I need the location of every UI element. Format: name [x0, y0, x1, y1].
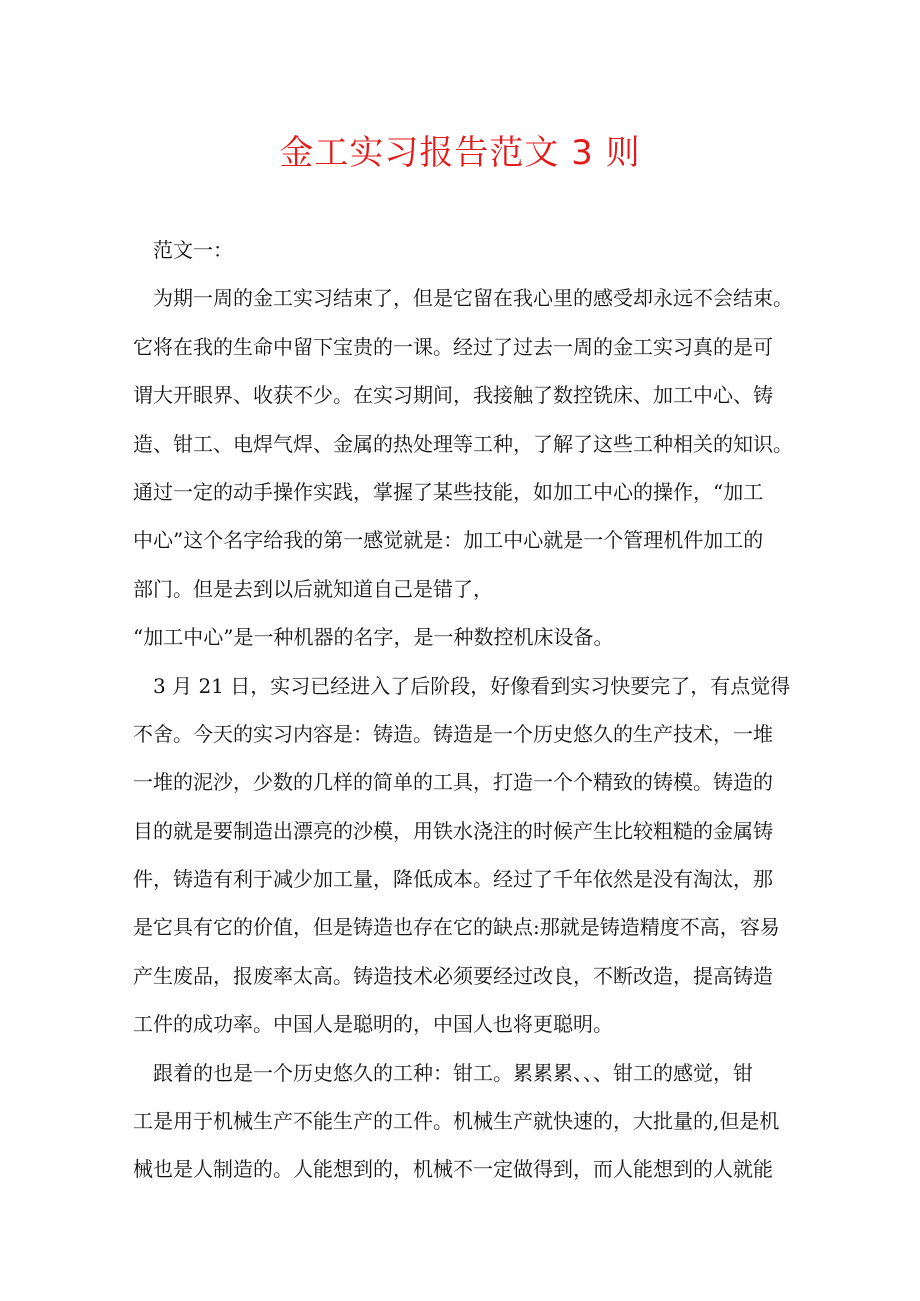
paragraph-line: 跟着的也是一个历史悠久的工种：钳工。累累累、、、钳工的感觉，钳	[153, 1060, 753, 1085]
paragraph-line: 不舍。今天的实习内容是：铸造。铸造是一个历史悠久的生产技术，一堆	[133, 721, 773, 746]
paragraph-line: 目的就是要制造出漂亮的沙模，用铁水浇注的时候产生比较粗糙的金属铸	[133, 818, 773, 843]
paragraph-line: 3 月 21 日，实习已经进入了后阶段，好像看到实习快要完了，有点觉得	[153, 673, 791, 698]
paragraph-line: “加工中心”是一种机器的名字，是一种数控机床设备。	[133, 625, 614, 650]
paragraph-line: 工是用于机械生产不能生产的工件。机械生产就快速的，大批量的,但是机	[133, 1109, 780, 1134]
paragraph-line: 为期一周的金工实习结束了，但是它留在我心里的感受却永远不会结束。	[153, 286, 793, 311]
section-heading: 范文一：	[153, 238, 233, 262]
paragraph-line: 件，铸造有利于减少加工量，降低成本。经过了千年依然是没有淘汰，那	[133, 867, 773, 892]
paragraph-line: 工件的成功率。中国人是聪明的，中国人也将更聪明。	[133, 1012, 613, 1037]
paragraph-line: 它将在我的生命中留下宝贵的一课。经过了过去一周的金工实习真的是可	[133, 334, 773, 359]
paragraph-line: 部门。但是去到以后就知道自己是错了，	[133, 576, 493, 601]
paragraph-line: 是它具有它的价值，但是铸造也存在它的缺点:那就是铸造精度不高，容易	[133, 915, 780, 940]
paragraph-line: 造、钳工、电焊气焊、金属的热处理等工种，了解了这些工种相关的知识。	[133, 431, 793, 456]
paragraph-line: 通过一定的动手操作实践，掌握了某些技能，如加工中心的操作，“加工	[133, 479, 764, 504]
paragraph-line: 一堆的泥沙，少数的几样的简单的工具，打造一个个精致的铸模。铸造的	[133, 770, 773, 795]
paragraph-line: 谓大开眼界、收获不少。在实习期间，我接触了数控铣床、加工中心、铸	[133, 383, 773, 408]
paragraph-line: 械也是人制造的。人能想到的，机械不一定做得到，而人能想到的人就能	[133, 1157, 773, 1182]
paragraph-line: 中心”这个名字给我的第一感觉就是：加工中心就是一个管理机件加工的	[133, 528, 764, 553]
document-body	[133, 226, 793, 1194]
document-title: 金工实习报告范文 3 则	[279, 133, 641, 173]
paragraph-line: 产生废品，报废率太高。铸造技术必须要经过改良，不断改造，提高铸造	[133, 963, 773, 988]
